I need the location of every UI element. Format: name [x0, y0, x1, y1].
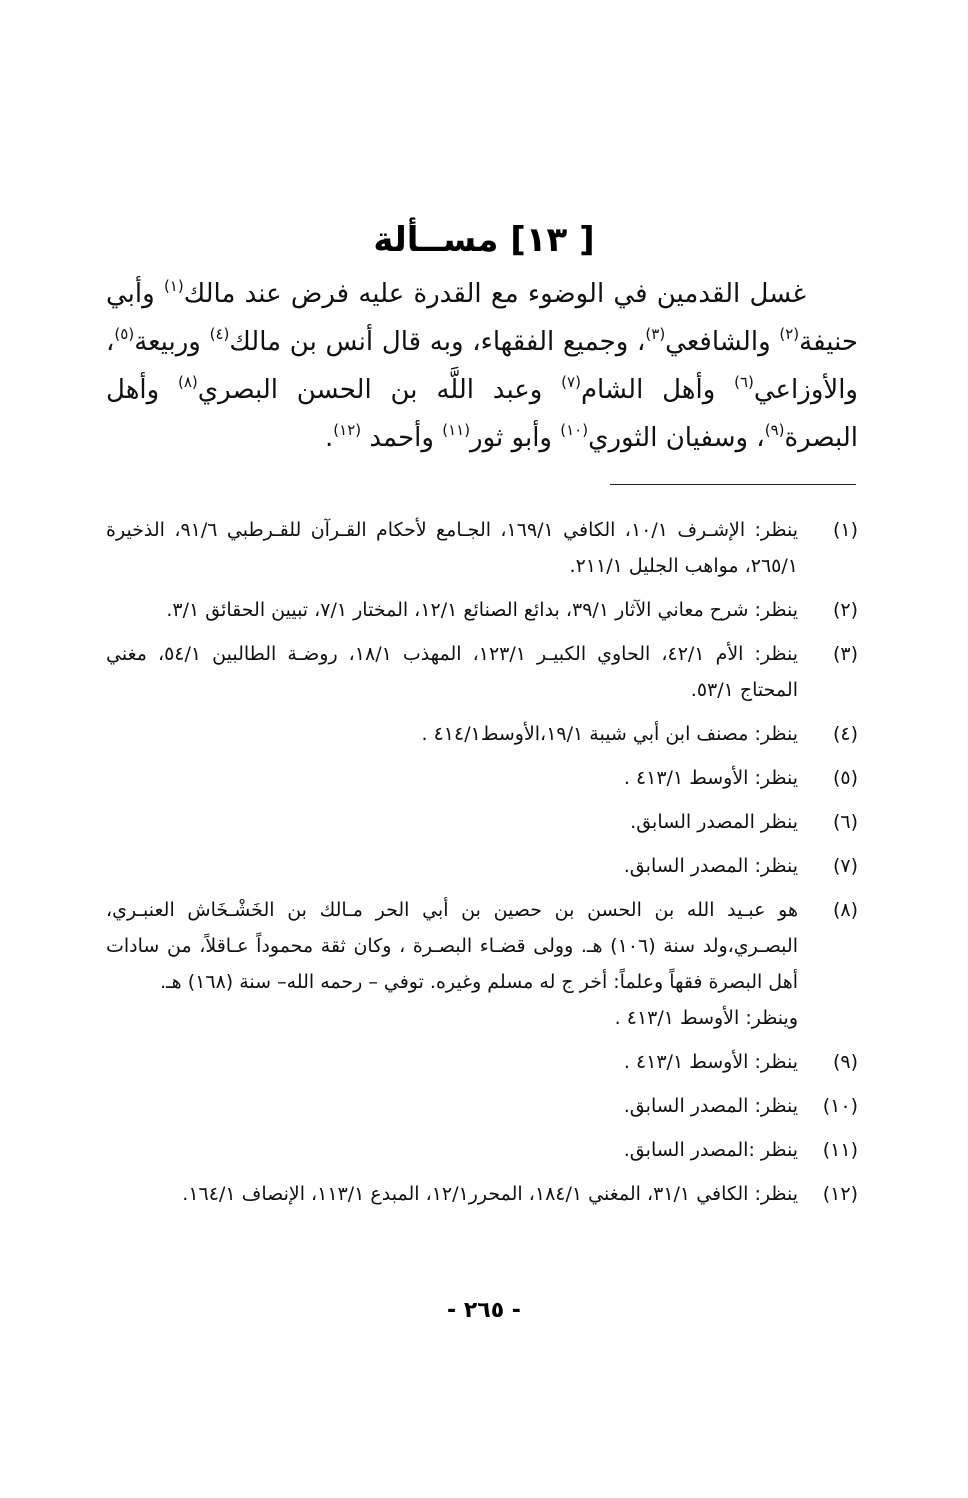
- footnote-item: [106, 1176, 858, 1212]
- footnote-reference: (١٠): [560, 421, 589, 439]
- footnote-number: (١٠): [822, 1095, 858, 1117]
- footnote-reference: (١٢): [333, 421, 362, 439]
- footnote-item: [106, 848, 858, 884]
- footnote-reference: (٥): [114, 325, 135, 343]
- paragraph-segment: وربيعة: [134, 327, 210, 357]
- footnote-text: [106, 1176, 798, 1212]
- footnotes-list: [106, 512, 858, 1220]
- paragraph-segment: وأبو ثور: [470, 423, 561, 453]
- footnote-number: (٩): [832, 1051, 858, 1073]
- footnote-reference: (٨): [177, 373, 198, 391]
- footnote-item: [106, 636, 858, 708]
- footnote-number: (٧): [832, 855, 858, 877]
- footnote-number: (١١): [822, 1139, 858, 1161]
- footnote-item: [106, 1132, 858, 1168]
- footnote-number: (٤): [832, 723, 858, 745]
- footnote-line: ينظر: مصنف ابن أبي شيبة ١٩/١،الأوسط٤١٤/١ .: [421, 723, 798, 745]
- footnote-number: (٣): [832, 643, 858, 665]
- footnote-number: (١): [832, 519, 858, 541]
- footnote-item: [106, 804, 858, 840]
- footnote-line: ينظر: الإشـرف ١٠/١، الكافي ١٦٩/١، الجـامع لأحكام القـرآن للقـرطبي ٩١/٦، الذخيرة ٢٦٥/١، مواهب الجليل ٢١١/١.: [106, 519, 798, 577]
- footnote-line: هو عبـيد الله بن الحسن بن حصين بن أبي الحر مـالك بن الخَشْـخَاش العنبـري، البصـري،ولد سنة (١٠٦) هـ. وولى قضـاء البصـرة ، وكان ثقة محموداً عـاقلاً، من سادات أهل البصرة فقهاً وعلماً: أخر ج له مسلم وغيره. توفي – رحمه الله– سنة (١٦٨) هـ.: [106, 899, 798, 993]
- footnote-line: ينظر: الأوسط ٤١٣/١ .: [623, 1051, 798, 1073]
- paragraph-segment: والشافعي: [665, 327, 780, 357]
- footnote-line: ينظر: المصدر السابق.: [623, 1095, 798, 1117]
- paragraph-segment: ، والأوزاعي: [106, 327, 858, 405]
- footnote-item: [106, 512, 858, 584]
- footnote-number: (٥): [832, 767, 858, 789]
- page-number: - ٢٦٥ -: [447, 1298, 521, 1323]
- footnote-separator: [610, 484, 856, 485]
- footnote-text: [106, 592, 798, 628]
- paragraph-segment: وأهل البصرة: [106, 375, 858, 453]
- footnote-text: [106, 1132, 798, 1168]
- footnote-text: [106, 804, 798, 840]
- footnote-item: [106, 760, 858, 796]
- footnote-text: [106, 760, 798, 796]
- paragraph-segment: وعبد اللَّه بن الحسن البصري: [197, 375, 562, 405]
- footnote-item: [106, 1088, 858, 1124]
- footnote-text: [106, 1044, 798, 1080]
- footnote-reference: (١): [163, 277, 184, 295]
- footnote-reference: (٩): [764, 421, 785, 439]
- paragraph-segment: وأهل الشام: [580, 375, 735, 405]
- paragraph-segment: ، وجميع الفقهاء، وبه قال أنس بن مالك: [229, 327, 646, 357]
- footnote-text: [106, 848, 798, 884]
- footnote-reference: (٧): [561, 373, 581, 391]
- footnote-item: [106, 892, 858, 1036]
- footnote-line: ينظر: الأوسط ٤١٣/١ .: [623, 767, 798, 789]
- paragraph-segment: .: [325, 423, 334, 453]
- paragraph-segment: ، وسفيان الثوري: [588, 423, 765, 453]
- section-heading: [ ١٣] مســألة: [373, 220, 595, 260]
- footnote-line: ينظر: الأم ٤٢/١، الحاوي الكبيـر ١٢٣/١، المهذب ١٨/١، روضـة الطالبين ٥٤/١، مغني المحتاج ٥٣/١.: [106, 643, 798, 701]
- footnote-text: [106, 1088, 798, 1124]
- footnote-line: ينظر المصدر السابق.: [630, 811, 798, 833]
- footnote-reference: (٢): [779, 325, 800, 343]
- footnote-line: وينظر: الأوسط ٤١٣/١ .: [614, 1007, 798, 1029]
- footnote-item: [106, 716, 858, 752]
- footnote-text: [106, 512, 798, 584]
- footnote-reference: (٦): [734, 373, 754, 391]
- main-paragraph: [106, 270, 858, 462]
- footnote-text: [106, 716, 798, 752]
- footnote-number: (٦): [832, 811, 858, 833]
- footnote-reference: (٤): [209, 325, 230, 343]
- paragraph-segment: وأبي حنيفة: [106, 279, 858, 357]
- footnote-text: [106, 636, 798, 708]
- footnote-item: [106, 1044, 858, 1080]
- footnote-number: (١٢): [822, 1183, 858, 1205]
- footnote-reference: (١١): [442, 421, 471, 439]
- footnote-text: [106, 892, 798, 1036]
- paragraph-text: [106, 270, 858, 462]
- footnote-number: (٨): [832, 899, 858, 921]
- footnote-line: ينظر: شرح معاني الآثار ٣٩/١، بدائع الصنائع ١٢/١، المختار ٧/١، تبيين الحقائق ٣/١.: [166, 599, 798, 621]
- footnote-reference: (٣): [645, 325, 666, 343]
- paragraph-segment: وأحمد: [361, 423, 443, 453]
- footnote-item: [106, 592, 858, 628]
- paragraph-segment: غسل القدمين في الوضوء مع القدرة عليه فرض عند مالك: [183, 279, 806, 309]
- footnote-line: ينظر: المصدر السابق.: [623, 855, 798, 877]
- footnote-line: ينظر: الكافي ٣١/١، المغني ١٨٤/١، المحرر١٢/١، المبدع ١١٣/١، الإنصاف ١٦٤/١.: [182, 1183, 798, 1205]
- footnote-line: ينظر :المصدر السابق.: [623, 1139, 798, 1161]
- footnote-number: (٢): [832, 599, 858, 621]
